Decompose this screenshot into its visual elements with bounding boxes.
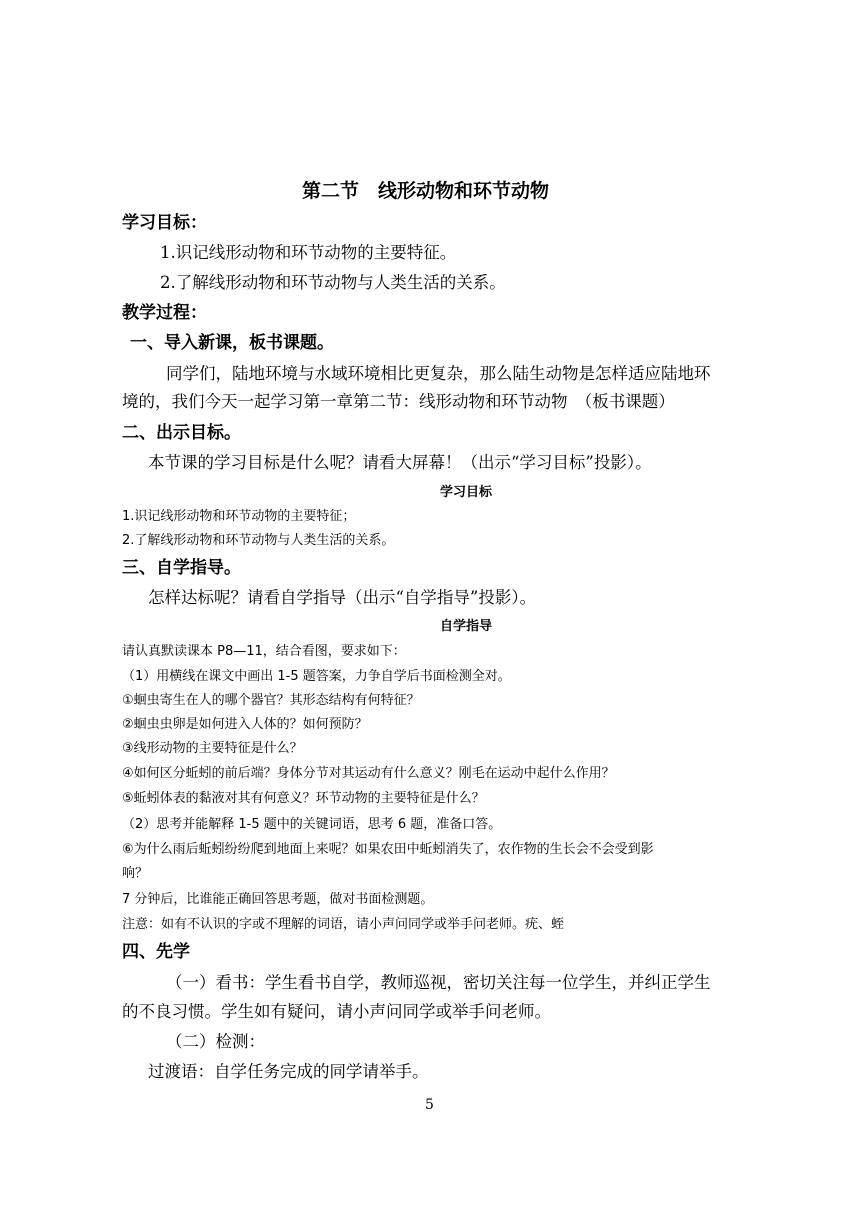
section1-paragraph-line2: 境的，我们今天一起学习第一章第二节：线形动物和环节动物 （板书课题） [122, 392, 675, 411]
objectives-box-title: 学习目标 [440, 485, 493, 500]
section1-heading: 一、导入新课，板书课题。 [130, 333, 334, 353]
page-title: 第二节 线形动物和环节动物 [302, 180, 550, 202]
process-heading: 教学过程： [122, 303, 207, 323]
objective-item-1: 1.识记线形动物和环节动物的主要特征。 [160, 243, 457, 262]
guide-line-4: ②蛔虫虫卵是如何进入人体的？如何预防？ [122, 717, 368, 732]
section4-transition: 过渡语：自学任务完成的同学请举手。 [148, 1062, 429, 1081]
guide-line-8: （2）思考并能解释 1-5 题中的关键词语，思考 6 题，准备口答。 [122, 817, 502, 832]
section2-heading: 二、出示目标。 [122, 423, 241, 443]
page-number: 5 [425, 1097, 434, 1113]
section2-paragraph: 本节课的学习目标是什么呢？请看大屏幕！（出示“学习目标”投影）。 [148, 453, 652, 472]
guide-line-10: 响？ [122, 866, 149, 881]
guide-box-title: 自学指导 [440, 619, 493, 634]
guide-line-9: ⑥为什么雨后蚯蚓纷纷爬到地面上来呢？如果农田中蚯蚓消失了，农作物的生长会不会受到影 [122, 842, 654, 857]
objectives-box-item-1: 1.识记线形动物和环节动物的主要特征； [122, 509, 356, 524]
objectives-box-item-2: 2.了解线形动物和环节动物与人类生活的关系。 [122, 533, 395, 548]
section4-subheading-check: （二）检测： [166, 1032, 265, 1051]
section4-paragraph-line2: 的不良习惯。学生如有疑问，请小声问同学或举手问老师。 [122, 1002, 551, 1021]
section1-paragraph-line1: 同学们，陆地环境与水域环境相比更复杂，那么陆生动物是怎样适应陆地环 [166, 364, 711, 383]
section3-paragraph: 怎样达标呢？请看自学指导（出示“自学指导”投影）。 [148, 588, 537, 607]
objectives-heading: 学习目标： [122, 213, 207, 233]
guide-note: 注意：如有不认识的字或不理解的词语，请小声问同学或举手问老师。疣、蛭 [122, 917, 565, 932]
guide-line-11: 7 分钟后，比谁能正确回答思考题，做对书面检测题。 [122, 892, 434, 907]
section3-heading: 三、自学指导。 [122, 558, 241, 578]
guide-line-3: ①蛔虫寄生在人的哪个器官？其形态结构有何特征？ [122, 693, 420, 708]
guide-line-6: ④如何区分蚯蚓的前后端？身体分节对其运动有什么意义？刚毛在运动中起什么作用？ [122, 766, 615, 781]
objective-item-2: 2.了解线形动物和环节动物与人类生活的关系。 [160, 273, 506, 292]
guide-line-5: ③线形动物的主要特征是什么？ [122, 741, 303, 756]
guide-line-1: 请认真默读课本 P8—11，结合看图，要求如下： [122, 644, 406, 659]
section4-paragraph-line1: （一）看书：学生看书自学，教师巡视，密切关注每一位学生，并纠正学生 [166, 973, 711, 992]
section4-heading: 四、先学 [122, 942, 190, 962]
guide-line-7: ⑤蚯蚓体表的黏液对其有何意义？环节动物的主要特征是什么？ [122, 791, 485, 806]
guide-line-2: （1）用横线在课文中画出 1-5 题答案，力争自学后书面检测全对。 [122, 669, 511, 684]
